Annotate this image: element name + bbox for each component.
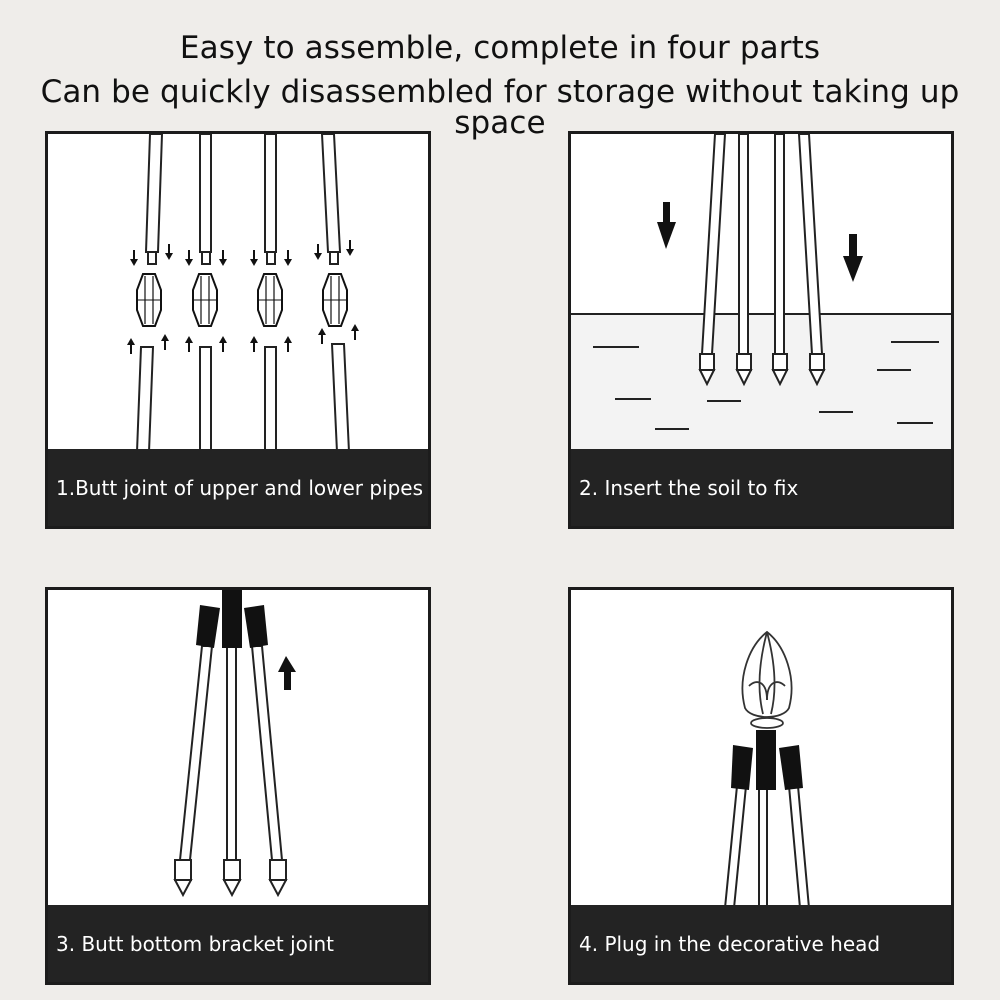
step-2-caption: 2. Insert the soil to fix [571,449,951,526]
headline-line-1: Easy to assemble, complete in four parts [179,30,821,66]
step-1-caption: 1.Butt joint of upper and lower pipes [48,449,428,526]
step-4-caption: 4. Plug in the decorative head [571,905,951,982]
headline-line-2: Can be quickly disassembled for storage without taking up space [40,74,960,141]
step-3-caption: 3. Butt bottom bracket joint [48,905,428,982]
bracket-joint-illustration [48,590,428,908]
pipe-joint-illustration [48,134,428,452]
step-1-panel [45,131,431,529]
step-2-panel [568,131,954,529]
step-4-panel [568,587,954,985]
insert-soil-illustration [571,134,951,452]
decorative-head-illustration [571,590,951,908]
step-3-panel [45,587,431,985]
